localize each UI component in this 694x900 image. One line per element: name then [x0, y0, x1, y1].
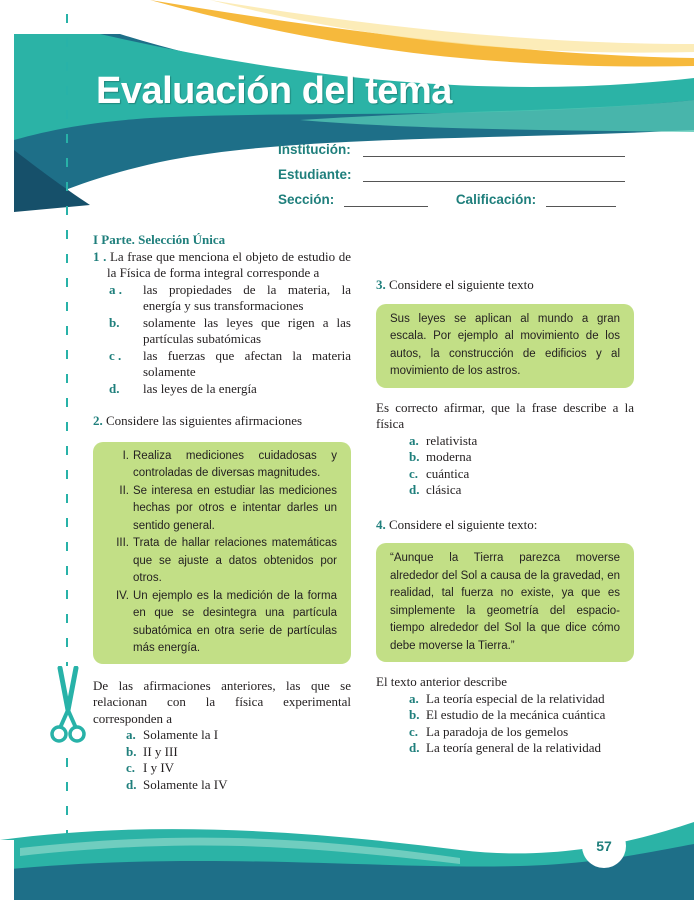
question-4-quote-box: “Aunque la Tierra parezca moverse alrededor del Sol a causa de la gravedad, en realidad, tal fuerza no existe, ya que es simplemente la geometría del espacio-tiempo alrededor del Sol la que dice cómo debe moverse la Tierra.” [376, 543, 634, 662]
question-1-options [93, 282, 351, 398]
option-b[interactable]: b. solamente las leyes que rigen a las partículas subatómicas [109, 314, 351, 346]
question-2-number: 2. [93, 413, 103, 428]
seccion-line [278, 192, 616, 207]
question-2-text: Considere las siguientes afirmaciones [106, 413, 303, 428]
question-4-options [376, 691, 634, 757]
option-d[interactable]: d. La teoría general de la relatividad [409, 740, 602, 755]
seccion-label: Sección: [278, 192, 335, 207]
calificacion-field[interactable] [546, 195, 616, 207]
question-2 [93, 413, 351, 430]
statement-item: IV. Un ejemplo es la medición de la forma en que se desintegra una partícula subatómica en otra serie de partículas más energía. [115, 589, 337, 654]
question-1-text: La frase que menciona el objeto de estudio de la Física de forma integral corresponde a [107, 248, 352, 280]
option-a[interactable]: a. Solamente la I [126, 727, 219, 742]
institucion-field[interactable] [363, 145, 625, 157]
question-4-text: Considere el siguiente texto: [389, 516, 538, 532]
question-4 [376, 517, 634, 534]
question-3-quote-box: Sus leyes se aplican al mundo a gran escala. Por ejemplo al movimiento de los autos, la construcción de edificios y al movimiento de los astros. [376, 304, 634, 388]
option-c[interactable]: c. La paradoja de los gemelos [409, 723, 569, 739]
question-3-options [376, 433, 634, 499]
question-3-number: 3. [376, 277, 386, 292]
section-title: I Parte. Selección Única [93, 232, 226, 247]
question-1 [93, 249, 351, 282]
statement-item: II. Se interesa en estudiar las mediciones hechas por otros e intentar darles un sentido general. [119, 484, 337, 532]
option-a[interactable]: a . las propiedades de la materia, la energía y sus transformaciones [109, 281, 351, 313]
option-a[interactable]: a. La teoría especial de la relatividad [409, 690, 605, 706]
option-d[interactable]: d. Solamente la IV [126, 776, 228, 792]
calificacion-label: Calificación: [455, 192, 537, 207]
estudiante-field[interactable] [363, 170, 625, 182]
page-number: 57 [582, 824, 626, 868]
institucion-label: Institución: [278, 142, 351, 157]
question-3-followup: Es correcto afirmar, que la frase describe a la física [376, 399, 634, 431]
question-1-number: 1 . [93, 248, 107, 264]
statement-item: I. Realiza mediciones cuidadosas y controladas de diversas magnitudes. [122, 449, 337, 479]
option-c[interactable]: c . las fuerzas que afectan la materia solamente [109, 347, 351, 379]
right-column [376, 232, 634, 757]
left-column [93, 232, 351, 793]
scissors-icon [50, 666, 86, 746]
statements-box [93, 442, 351, 664]
footer-subject: Física 10º [510, 836, 570, 851]
option-d[interactable]: d. las leyes de la energía [109, 380, 257, 396]
option-a[interactable]: a. relativista [409, 432, 478, 448]
institucion-line [278, 142, 625, 157]
question-4-number: 4. [376, 516, 386, 532]
option-b[interactable]: b. El estudio de la mecánica cuántica [409, 707, 606, 722]
statement-item: III. Trata de hallar relaciones matemáticas que se ajuste a datos obtenidos por otros. [116, 537, 337, 584]
question-4-followup: El texto anterior describe [376, 674, 508, 689]
option-b[interactable]: b. II y III [126, 743, 178, 759]
page-title: Evaluación del tema [96, 70, 452, 112]
estudiante-line [278, 167, 625, 182]
option-c[interactable]: c. cuántica [409, 465, 470, 481]
question-3-text: Considere el siguiente texto [389, 277, 534, 292]
estudiante-label: Estudiante: [278, 167, 352, 182]
question-3 [376, 277, 634, 294]
seccion-field[interactable] [344, 195, 428, 207]
option-b[interactable]: b. moderna [409, 449, 472, 464]
question-2-options [93, 727, 351, 793]
option-d[interactable]: d. clásica [409, 482, 462, 497]
question-2-followup: De las afirmaciones anteriores, las que se relacionan con la física experimental corresponden a [93, 677, 351, 726]
option-c[interactable]: c. I y IV [126, 760, 175, 775]
